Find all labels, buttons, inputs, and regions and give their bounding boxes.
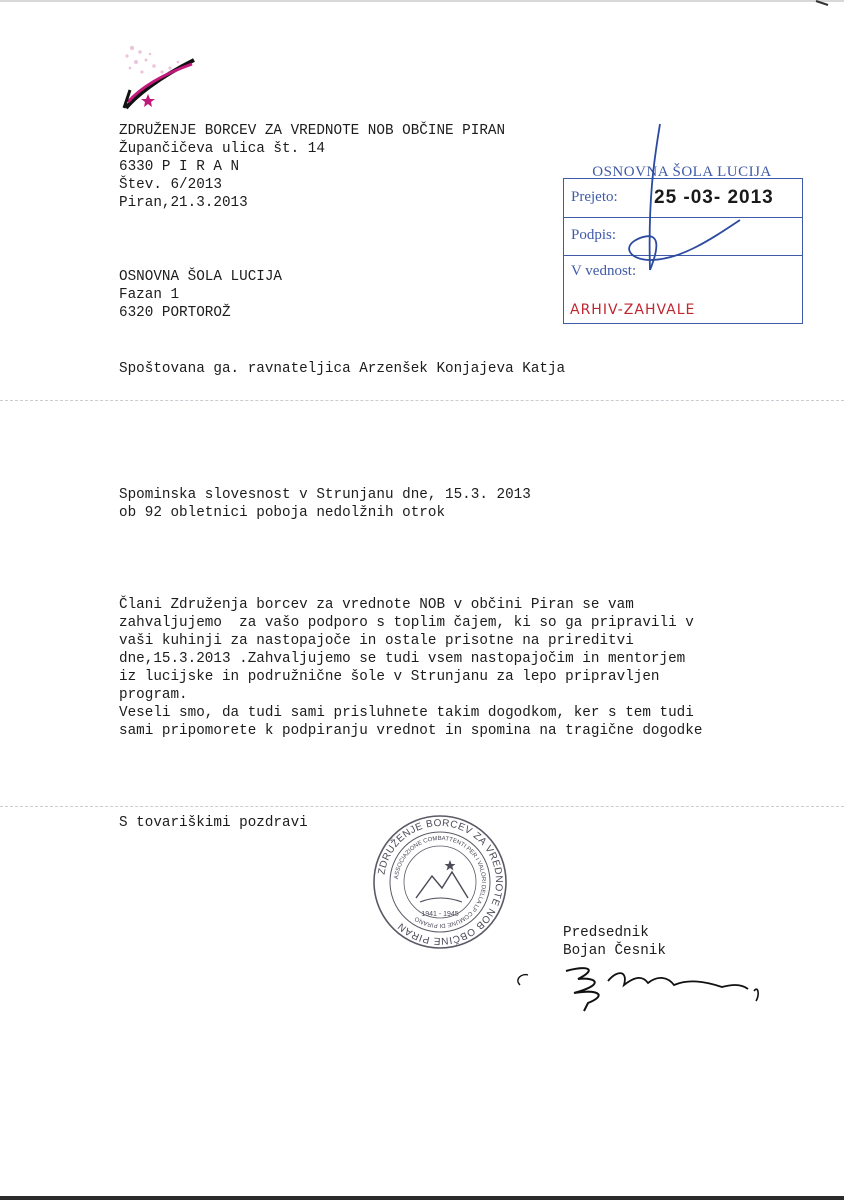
scan-corner-mark xyxy=(812,0,832,6)
body-line: zahvaljujemo za vašo podporo s toplim čajem, ki so ga pripravili v xyxy=(119,615,694,631)
signatory-title: Predsednik xyxy=(563,925,649,941)
subject-line-2: ob 92 obletnici poboja nedolžnih otrok xyxy=(119,505,446,521)
handwritten-archive-note: ARHIV-ZAHVALE xyxy=(570,302,696,318)
body-line: vaši kuhinji za nastopajoče in ostale prisotne na prireditvi xyxy=(119,633,634,649)
seal-inner-text: ASSOCIAZIONE COMBATTENTI PER I VALORI DELLA LP COMUNE DI PIRANO xyxy=(394,835,487,929)
seal-outer-text: ZDRUŽENJE BORCEV ZA VREDNOTE NOB OBČINE PIRAN xyxy=(376,817,505,947)
organization-seal-icon xyxy=(370,812,510,952)
body-line: dne,15.3.2013 .Zahvaljujemo se tudi vsem nastopajočim in mentorjem xyxy=(119,651,686,667)
stamp-row-signature xyxy=(564,217,802,256)
signatory-name: Bojan Česnik xyxy=(563,943,666,959)
stamp-title: OSNOVNA ŠOLA LUCIJA xyxy=(592,164,772,180)
sender-organization: ZDRUŽENJE BORCEV ZA VREDNOTE NOB OBČINE PIRAN xyxy=(119,123,506,139)
handwritten-signature-icon xyxy=(508,955,768,1015)
stamp-row-received xyxy=(564,179,802,218)
salutation: Spoštovana ga. ravnateljica Arzenšek Konjajeva Katja xyxy=(119,361,566,377)
recipient-street: Fazan 1 xyxy=(119,287,180,303)
body-line: iz lucijske in podružnične šole v Strunjanu za lepo pripravljen xyxy=(119,669,660,685)
stamp-received-date: 25 -03- 2013 xyxy=(654,187,774,208)
stamp-received-label: Prejeto: xyxy=(571,189,618,205)
recipient-name: OSNOVNA ŠOLA LUCIJA xyxy=(119,269,283,285)
sender-city: 6330 P I R A N xyxy=(119,159,240,175)
reference-number: Štev. 6/2013 xyxy=(119,177,222,193)
letter-date: Piran,21.3.2013 xyxy=(119,195,248,211)
body-line: Člani Združenja borcev za vrednote NOB v občini Piran se vam xyxy=(119,597,634,613)
scan-edge-bottom xyxy=(0,1196,844,1200)
recipient-city: 6320 PORTOROŽ xyxy=(119,305,231,321)
paper-fold-line xyxy=(0,806,844,807)
seal-years: 1941 - 1945 xyxy=(421,911,459,918)
closing: S tovariškimi pozdravi xyxy=(119,815,308,831)
stamp-row-value xyxy=(564,255,802,295)
scan-edge-top xyxy=(0,0,844,2)
letter-body xyxy=(119,596,702,740)
subject-line-1: Spominska slovesnost v Strunjanu dne, 15.3. 2013 xyxy=(119,487,531,503)
sender-street: Župančičeva ulica št. 14 xyxy=(119,141,325,157)
body-line: sami pripomorete k podpiranju vrednot in spomina na tragične dogodke xyxy=(119,723,703,739)
stamp-signature-label: Podpis: xyxy=(571,227,617,243)
body-line: Veseli smo, da tudi sami prisluhnete takim dogodkom, ker s tem tudi xyxy=(119,705,694,721)
organization-logo-icon xyxy=(118,42,200,112)
paper-fold-line xyxy=(0,400,844,401)
stamp-value-label: V vednost: xyxy=(571,263,637,279)
body-line: program. xyxy=(119,687,188,703)
